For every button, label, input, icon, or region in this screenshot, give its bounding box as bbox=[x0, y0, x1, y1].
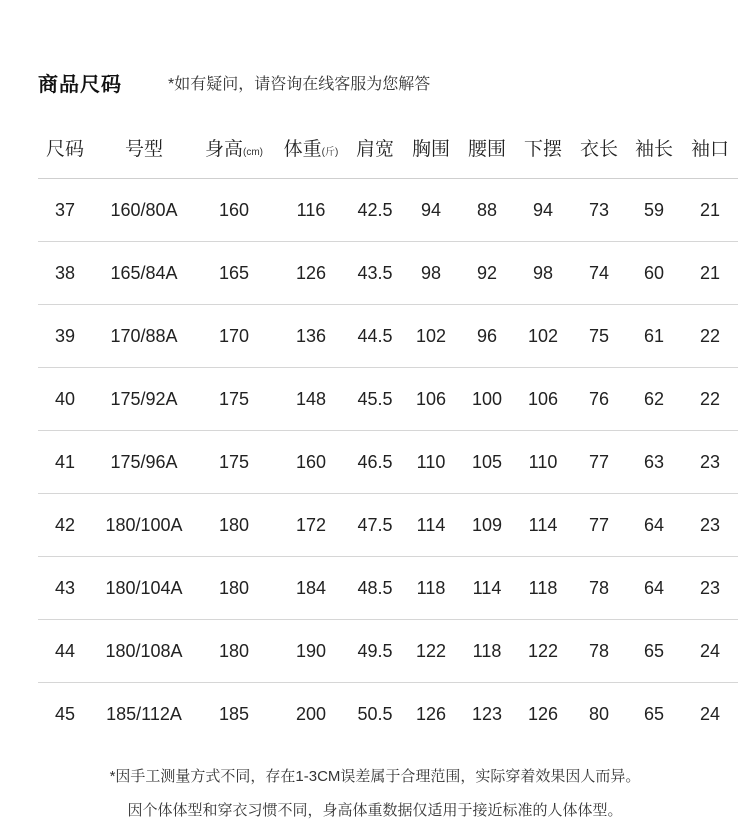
cell-chest: 126 bbox=[415, 703, 447, 724]
cell-chest: 106 bbox=[415, 388, 447, 409]
cell-type: 160/80A bbox=[110, 199, 178, 220]
cell-size: 38 bbox=[54, 262, 76, 283]
cell-length: 73 bbox=[588, 199, 610, 220]
cell-sleeve-length: 63 bbox=[643, 451, 665, 472]
cell-shoulder: 44.5 bbox=[357, 325, 393, 346]
page-title: 商品尺码 bbox=[38, 73, 122, 96]
cell-cuff: 22 bbox=[699, 325, 721, 346]
cell-type: 175/96A bbox=[110, 451, 178, 472]
cell-sleeve-length: 59 bbox=[643, 199, 665, 220]
cell-hem: 114 bbox=[528, 514, 558, 535]
cell-length: 80 bbox=[588, 703, 610, 724]
cell-sleeve-length: 64 bbox=[643, 514, 665, 535]
cell-type: 170/88A bbox=[110, 325, 178, 346]
cell-size: 43 bbox=[54, 577, 76, 598]
cell-type: 175/92A bbox=[110, 388, 178, 409]
cell-chest: 118 bbox=[416, 577, 446, 598]
column-header-length: 衣长 bbox=[579, 138, 618, 160]
cell-sleeve-length: 64 bbox=[643, 577, 665, 598]
cell-waist: 96 bbox=[476, 325, 498, 346]
cell-weight: 126 bbox=[295, 262, 327, 283]
cell-sleeve-length: 61 bbox=[643, 325, 665, 346]
cell-weight: 200 bbox=[295, 703, 327, 724]
table-row bbox=[38, 368, 738, 431]
cell-weight: 136 bbox=[295, 325, 327, 346]
cell-waist: 123 bbox=[471, 703, 503, 724]
cell-type: 180/100A bbox=[105, 514, 183, 535]
cell-type: 180/108A bbox=[105, 640, 183, 661]
cell-height: 165 bbox=[218, 262, 250, 283]
cell-shoulder: 43.5 bbox=[357, 262, 393, 283]
cell-length: 76 bbox=[588, 388, 610, 409]
cell-shoulder: 50.5 bbox=[357, 703, 393, 724]
cell-cuff: 24 bbox=[699, 703, 721, 724]
cell-hem: 110 bbox=[528, 451, 558, 472]
cell-length: 78 bbox=[588, 577, 610, 598]
cell-length: 77 bbox=[588, 514, 610, 535]
cell-size: 37 bbox=[54, 199, 76, 220]
table-row bbox=[38, 179, 738, 242]
cell-hem: 126 bbox=[527, 703, 559, 724]
cell-waist: 118 bbox=[472, 640, 502, 661]
cell-type: 165/84A bbox=[110, 262, 178, 283]
cell-hem: 122 bbox=[527, 640, 559, 661]
cell-height: 170 bbox=[218, 325, 250, 346]
cell-chest: 98 bbox=[420, 262, 442, 283]
cell-chest: 122 bbox=[415, 640, 447, 661]
table-row bbox=[38, 620, 738, 683]
cell-length: 74 bbox=[588, 262, 610, 283]
column-header-hem: 下摆 bbox=[523, 138, 562, 160]
table-row bbox=[38, 305, 738, 368]
cell-length: 77 bbox=[588, 451, 610, 472]
column-header-size: 尺码 bbox=[45, 138, 84, 160]
cell-cuff: 23 bbox=[699, 451, 721, 472]
cell-waist: 114 bbox=[472, 577, 502, 598]
column-header-height: 身高(cm) bbox=[204, 138, 263, 160]
cell-hem: 118 bbox=[528, 577, 558, 598]
cell-shoulder: 45.5 bbox=[357, 388, 393, 409]
size-chart-header bbox=[38, 66, 718, 98]
table-row bbox=[38, 431, 738, 494]
cell-size: 45 bbox=[54, 703, 76, 724]
cell-shoulder: 48.5 bbox=[357, 577, 393, 598]
table-row bbox=[38, 494, 738, 557]
table-header-row bbox=[38, 116, 738, 179]
cell-sleeve-length: 62 bbox=[643, 388, 665, 409]
cell-cuff: 23 bbox=[699, 514, 721, 535]
table-row bbox=[38, 683, 738, 745]
footer-note-2: 因个体体型和穿衣习惯不同，身高体重数据仅适用于接近标准的人体体型。 bbox=[127, 802, 623, 819]
cell-shoulder: 49.5 bbox=[357, 640, 393, 661]
column-header-waist: 腰围 bbox=[467, 138, 506, 160]
cell-waist: 88 bbox=[476, 199, 498, 220]
cell-hem: 106 bbox=[527, 388, 559, 409]
cell-type: 185/112A bbox=[106, 703, 182, 724]
cell-weight: 190 bbox=[295, 640, 327, 661]
cell-length: 78 bbox=[588, 640, 610, 661]
column-header-chest: 胸围 bbox=[411, 138, 450, 160]
cell-chest: 110 bbox=[416, 451, 446, 472]
cell-cuff: 21 bbox=[699, 199, 721, 220]
cell-cuff: 22 bbox=[699, 388, 721, 409]
cell-waist: 100 bbox=[471, 388, 503, 409]
cell-size: 39 bbox=[54, 325, 76, 346]
cell-chest: 94 bbox=[420, 199, 442, 220]
cell-weight: 160 bbox=[295, 451, 327, 472]
cell-shoulder: 42.5 bbox=[357, 199, 393, 220]
cell-waist: 92 bbox=[476, 262, 498, 283]
cell-weight: 148 bbox=[295, 388, 327, 409]
column-header-sleeve-length: 袖长 bbox=[634, 138, 673, 160]
support-note: *如有疑问，请咨询在线客服为您解答 bbox=[168, 75, 431, 93]
cell-length: 75 bbox=[588, 325, 610, 346]
table-row bbox=[38, 242, 738, 305]
cell-height: 180 bbox=[218, 514, 250, 535]
table-body bbox=[38, 179, 738, 745]
cell-height: 180 bbox=[218, 577, 250, 598]
cell-chest: 114 bbox=[416, 514, 446, 535]
cell-height: 175 bbox=[218, 388, 250, 409]
cell-height: 175 bbox=[218, 451, 250, 472]
footer-note-1: *因手工测量方式不同，存在1-3CM误差属于合理范围，实际穿着效果因人而异。 bbox=[109, 768, 641, 785]
cell-shoulder: 46.5 bbox=[357, 451, 393, 472]
cell-waist: 109 bbox=[471, 514, 503, 535]
cell-weight: 116 bbox=[296, 199, 326, 220]
cell-cuff: 23 bbox=[699, 577, 721, 598]
cell-sleeve-length: 60 bbox=[643, 262, 665, 283]
cell-sleeve-length: 65 bbox=[643, 703, 665, 724]
cell-weight: 184 bbox=[295, 577, 327, 598]
cell-height: 160 bbox=[218, 199, 250, 220]
column-header-shoulder: 肩宽 bbox=[355, 138, 394, 160]
cell-hem: 94 bbox=[532, 199, 554, 220]
cell-sleeve-length: 65 bbox=[643, 640, 665, 661]
cell-height: 180 bbox=[218, 640, 250, 661]
cell-cuff: 21 bbox=[699, 262, 721, 283]
cell-hem: 98 bbox=[532, 262, 554, 283]
size-table bbox=[38, 116, 738, 745]
cell-waist: 105 bbox=[471, 451, 503, 472]
cell-weight: 172 bbox=[295, 514, 327, 535]
cell-height: 185 bbox=[218, 703, 250, 724]
cell-shoulder: 47.5 bbox=[357, 514, 393, 535]
cell-size: 41 bbox=[54, 451, 76, 472]
cell-size: 42 bbox=[54, 514, 76, 535]
column-header-cuff: 袖口 bbox=[690, 138, 729, 160]
table-row bbox=[38, 557, 738, 620]
cell-size: 40 bbox=[54, 388, 76, 409]
column-header-type: 号型 bbox=[124, 138, 163, 160]
cell-size: 44 bbox=[54, 640, 76, 661]
cell-chest: 102 bbox=[415, 325, 447, 346]
cell-type: 180/104A bbox=[105, 577, 183, 598]
cell-hem: 102 bbox=[527, 325, 559, 346]
column-header-weight: 体重(斤) bbox=[283, 138, 339, 160]
cell-cuff: 24 bbox=[699, 640, 721, 661]
